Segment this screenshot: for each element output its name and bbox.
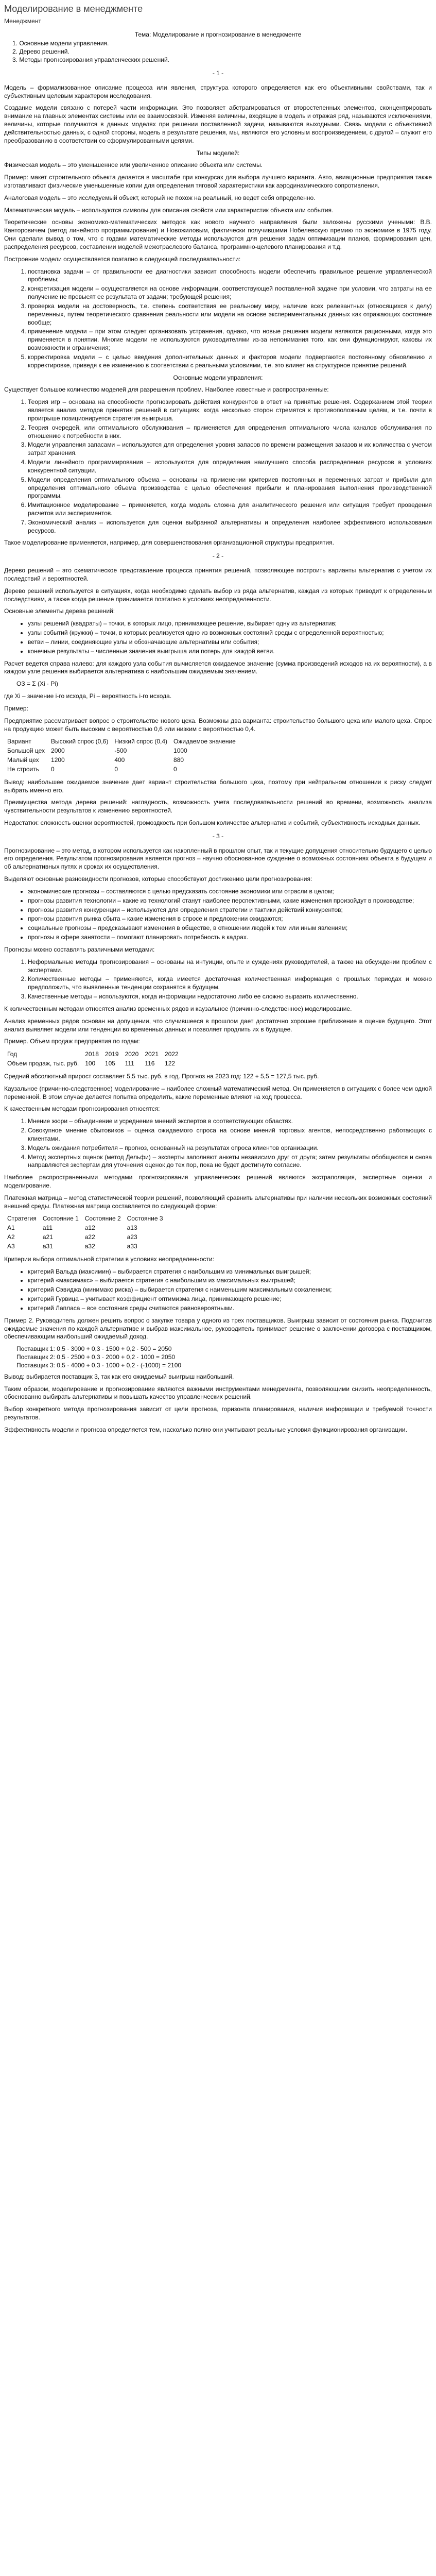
- section-1-mark: - 1 -: [212, 69, 224, 77]
- list-item: • ветви – линии, соединяющие узлы и обозначающие альтернативы или события;: [28, 638, 432, 647]
- payoff-matrix: [4, 1214, 166, 1251]
- list-item: 4. применение модели – при этом следует организовать устранения, однако, что новые решения модели являются рационными, когда это применяется в понятии. Многие модели не используются руководителями из-за непонимания того, как они функционируют, каковы их возможности и ограничения;: [28, 328, 432, 352]
- table-cell: 0: [51, 765, 55, 773]
- table-cell: 0: [114, 765, 118, 773]
- table-row: [4, 747, 239, 756]
- table-row: [4, 1059, 182, 1069]
- table-cell: Не строить: [7, 765, 39, 773]
- list-item: • прогнозы в сфере занятости – помогают планировать потребность в кадрах.: [28, 934, 432, 942]
- table-cell: 400: [114, 756, 125, 764]
- table-cell: a22: [84, 1233, 95, 1241]
- list-item: 4. Метод экспертных оценок (метод Дельфи) – эксперты заполняют анкеты независимо друг от друга; затем результаты обобщаются и снова направляются экспертам для уточнения оценок до тех пор, пока не будет достигнуто согласие.: [28, 1154, 432, 1170]
- list-item: 3. проверка модели на достоверность, т.е. степень соответствия ее реальному миру, наличие всех релевантных (относящихся к делу) переменных, путем теоретического сравнения реальности или модели на основе экспериментальных данных как отражающих состояние вообще;: [28, 302, 432, 327]
- list-item: 1. Неформальные методы прогнозирования – основаны на интуиции, опыте и суждениях руководителей, а также на обсуждении проблем с экспертами.: [28, 958, 432, 975]
- list-item: • узлы событий (кружки) – точки, в которых реализуется одно из возможных состояний среды с определенной вероятностью;: [28, 629, 432, 637]
- table-header-cell: 2020: [125, 1050, 139, 1058]
- table-header-row: [4, 1214, 166, 1224]
- paragraph: Дерево решений используется в ситуациях, когда необходимо сделать выбор из ряда альтернатив, каждая из которых приводит к определенным последствиям, а также когда решение принимается поэтапно в условиях неопределенности.: [4, 587, 432, 603]
- table-row: [4, 1233, 166, 1242]
- table-header-cell: Состояние 2: [84, 1215, 121, 1223]
- decision-table: [4, 737, 239, 774]
- list-item: • экономические прогнозы – составляются с целью предсказать состояние экономики или отрасли в целом;: [28, 888, 432, 896]
- criteria-list: [4, 1268, 432, 1313]
- example-title: Пример. Объем продаж предприятия по годам:: [4, 1038, 140, 1045]
- table-cell: 111: [125, 1060, 134, 1067]
- list-item: • критерий Сэвиджа (минимакс риска) – выбирается стратегия с наименьшим максимальным сожалением;: [28, 1286, 432, 1294]
- list-item: 5. корректировка модели – с целью введения дополнительных данных и факторов модели подвергаются постоянному обновлению и корректировке, приведя к ее изменению в соответствии с реальными условиями, т.е. это влияет на структурное принятие решений.: [28, 353, 432, 370]
- paragraph: Преимущества метода дерева решений: наглядность, возможность учета последовательности решений во времени, возможность анализа чувствительности результатов к изменению вероятностей.: [4, 799, 432, 815]
- list-item: • конечные результаты – численные значения выигрыша или потерь для каждой ветви.: [28, 648, 432, 656]
- table-cell: a32: [84, 1242, 95, 1250]
- toc-item: 2. Дерево решений.: [12, 48, 69, 56]
- forecast-methods-list: [4, 958, 432, 1001]
- table-cell: -500: [114, 747, 127, 755]
- table-cell: 1000: [173, 747, 187, 755]
- list-item: 1. Теория игр – основана на способности прогнозировать действия конкурентов в ответ на принятые решения. Содержанием этой теории является анализ методов принятия решений в ситуациях, когда несколько сторон стремятся к противоположным целям, и т.е. почти в проигрыше позиционируется стратегия выигрыша.: [28, 398, 432, 422]
- table-cell: a31: [42, 1242, 53, 1250]
- table-header-row: [4, 737, 239, 747]
- paragraph: Аналоговая модель – это исследуемый объект, который не похож на реальный, но ведет себя определенно.: [4, 194, 316, 201]
- paragraph: Математическая модель – используются символы для описания свойств или характеристик объекта или события.: [4, 206, 334, 214]
- table-cell: 0: [173, 765, 177, 773]
- paragraph: Вывод: наибольшее ожидаемое значение дает вариант строительства большого цеха, поэтому при нейтральном отношении к риску следует выбрать именно его.: [4, 778, 432, 794]
- sales-series-table: [4, 1050, 182, 1069]
- list-item: • узлы решений (квадраты) – точки, в которых лицо, принимающее решение, выбирает одну из альтернатив;: [28, 620, 432, 628]
- section-3-mark: - 3 -: [212, 832, 224, 840]
- list-item: 5. Модели определения оптимального объема – основаны на применении критериев постоянных и переменных затрат и прибыли для определения оптимального объема производства с целью обеспечения прибыли и планирования выполнения производственной программы.: [28, 476, 432, 500]
- list-item: • прогнозы развития технологии – какие из технологий станут наиболее перспективными, какие изменения произойдут в производстве;: [28, 897, 432, 905]
- table-cell: 2000: [51, 747, 65, 755]
- heading-basic-models: Основные модели управления:: [173, 374, 263, 381]
- expected-value-formula: ОЗ = Σ (Xi · Pi): [16, 680, 59, 688]
- paragraph: Критерии выбора оптимальной стратегии в условиях неопределенности:: [4, 1255, 214, 1263]
- paragraph: Прогнозирование – это метод, в котором используется как накопленный в прошлом опыт, так и текущие допущения относительно будущего с целью его определения. Результатом прогнозирования является прогноз – научно обоснованное суждение о возможных состояниях объекта в будущем и об альтернативных путях и сроках их осуществления.: [4, 846, 432, 871]
- paragraph: Физическая модель – это уменьшенное или увеличенное описание объекта или системы.: [4, 161, 263, 169]
- paragraph: Построение модели осуществляется поэтапно в следующей последовательности:: [4, 255, 241, 263]
- paragraph: Выбор конкретного метода прогнозирования зависит от цели прогноза, горизонта планирования, наличия информации и требуемой точности результатов.: [4, 1405, 432, 1421]
- table-cell: Малый цех: [7, 756, 39, 764]
- paragraph: Теоретические основы экономико-математических методов как нового научного направления были заложены русскими учеными: В.В. Канторовичем (метод линейного программирования) и Новожиловым, фактически получившими Нобелевскую премию по экономике в 1975 году. Они сделали вывод о том, что с годами математические методы используются для решения задач оптимизации планов, формирования цен, распределения ресурсов, составлении моделей межотраслевого баланса, программно-целевого планирования и т.д.: [4, 218, 432, 250]
- table-cell: a12: [84, 1224, 95, 1232]
- paragraph: К количественным методам относятся анализ временных рядов и каузальное (причинно-следственное) моделирование.: [4, 1005, 352, 1012]
- paragraph: Существует большое количество моделей для разрешения проблем. Наиболее известные и распространенные:: [4, 386, 329, 394]
- paragraph: Вывод: выбирается поставщик 3, так как его ожидаемый выигрыш наибольший.: [4, 1372, 234, 1380]
- table-row: [4, 765, 239, 774]
- paragraph: Анализ временных рядов основан на допущении, что случившееся в прошлом дает достаточно хорошее приближение в оценке будущего. Этот анализ выявляет модели или тенденции во временных данных и позволяет продлить их в будущее.: [4, 1017, 432, 1033]
- list-item: 7. Экономический анализ – используется для оценки выбранной альтернативы и определения наиболее эффективного использования ресурсов.: [28, 519, 432, 535]
- paragraph: Основные элементы дерева решений:: [4, 607, 115, 615]
- qualitative-methods-list: [4, 1117, 432, 1170]
- calculation-line: Поставщик 1: 0,5 · 3000 + 0,3 · 1500 + 0,2 · 500 = 2050: [16, 1345, 172, 1353]
- list-item: • критерий Лапласа – все состояния среды считаются равновероятными.: [28, 1304, 432, 1313]
- closing-paragraph: Эффективность модели и прогноза определяется тем, насколько полно они учитывают реальные условия функционирования организации.: [4, 1426, 407, 1433]
- table-cell: 122: [165, 1060, 176, 1067]
- list-item: 3. Модель ожидания потребителя – прогноз, основанный на результатах опроса клиентов организации.: [28, 1144, 432, 1153]
- list-item: • критерий «максимакс» – выбирается стратегия с наибольшим из максимальных выигрышей;: [28, 1277, 432, 1285]
- table-cell: 1200: [51, 756, 65, 764]
- list-item: • критерий Гурвица – учитывает коэффициент оптимизма лица, принимающего решение;: [28, 1295, 432, 1303]
- paragraph: Прогнозы можно составлять различными методами:: [4, 945, 155, 953]
- table-row: [4, 1242, 166, 1251]
- paragraph: Выделяют основные разновидности прогнозов, которые способствуют достижению цели прогнозирования:: [4, 875, 312, 883]
- list-item: 2. Количественные методы – применяются, когда имеется достаточная количественная информация о прошлых периодах и можно предположить, что выявленные тенденции сохранятся в будущем.: [28, 975, 432, 992]
- table-header-cell: Высокий спрос (0,6): [51, 738, 109, 745]
- paragraph: Расчет ведется справа налево: для каждого узла события вычисляется ожидаемое значение (сумма произведений исходов на их вероятности), а в каждом узле решения выбирается альтернатива с наибольшим ожидаемым значением.: [4, 659, 432, 675]
- table-header-cell: 2021: [145, 1050, 159, 1058]
- paragraph: Таким образом, моделирование и прогнозирование являются важными инструментами менеджмента, позволяющими снизить неопределенность, обоснованно выбирать альтернативы и повышать качество управленческих решений.: [4, 1385, 432, 1401]
- list-item: 6. Имитационное моделирование – применяется, когда модель сложна для аналитического решения или ситуация требует проведения расчетов или экспериментов.: [28, 501, 432, 518]
- paragraph: Модель – формализованное описание процесса или явления, структура которого определяется как его объективными свойствами, так и субъективным целевым характером исследования.: [4, 83, 432, 99]
- page-title: Моделирование в менеджменте: [4, 4, 143, 14]
- paragraph: Пример 2. Руководитель должен решить вопрос о закупке товара у одного из трех поставщиков. Выигрыш зависит от состояния рынка. Подсчитав ожидаемые значения по каждой альтернативе и выбрав максимальное, руководитель принимает решение о заключении договора с поставщиком, обеспечивающим наибольший ожидаемый доход.: [4, 1316, 432, 1341]
- list-item: 4. Модели линейного программирования – используются для определения наилучшего способа распределения ресурсов в условиях конкурентной ситуации.: [28, 459, 432, 475]
- table-cell: 105: [104, 1060, 115, 1067]
- table-header-cell: Низкий спрос (0,4): [114, 738, 168, 745]
- table-row: [4, 756, 239, 765]
- paragraph: Средний абсолютный прирост составляет 5,5 тыс. руб. в год. Прогноз на 2023 год: 122 + 5,5 = 127,5 тыс. руб.: [4, 1072, 319, 1080]
- list-item: • прогнозы развития конкуренции – используются для определения стратегии и тактики действий конкурентов;: [28, 906, 432, 914]
- paragraph: Каузальное (причинно-следственное) моделирование – наиболее сложный математический метод. Он применяется в ситуациях с более чем одной переменной. В этом случае делается попытка определить, какие переменные влияют на ход процесса.: [4, 1084, 432, 1100]
- calculation-block: [4, 1345, 432, 1369]
- section-2-mark: - 2 -: [212, 552, 224, 560]
- list-item: • прогнозы развития рынка сбыта – какие изменения в спросе и предложении ожидаются;: [28, 915, 432, 923]
- table-cell: 100: [85, 1060, 96, 1067]
- table-header-cell: Состояние 1: [42, 1215, 79, 1223]
- table-header-row: [4, 1050, 182, 1059]
- paragraph: Создание модели связано с потерей части информации. Это позволяет абстрагироваться от второстепенных элементов, сконцентрировать внимание на главных элементах системы или ее взаимосвязей. Изменяя величины, входящие в модель и отражая ряд, называются исключениями, величины, которые получаются в данных моделях при решении поставленной задачи, называются выходными. Связь модели с объективной действительностью данных, с одной стороны, модель в результате решения, мы, являются его условным воспроизведением, с другой – служит его преобразованию в соответствии со сформулированными целями.: [4, 104, 432, 144]
- table-cell: Объем продаж, тыс. руб.: [7, 1060, 79, 1067]
- table-of-contents: [4, 31, 432, 64]
- paragraph: Дерево решений – это схематическое представление процесса принятия решений, позволяющее построить варианты альтернатив с учетом их последствий и вероятностей.: [4, 567, 432, 582]
- table-header-cell: 2018: [85, 1050, 99, 1058]
- table-cell: A3: [7, 1242, 15, 1250]
- toc-item: 3. Методы прогнозирования управленческих решений.: [12, 56, 169, 64]
- example-title: Пример:: [4, 704, 28, 712]
- list-item: 2. конкретизация модели – осуществляется на основе информации, соответствующей поставленной задаче при условии, что затраты на ее получение не превысят ее результата от задачи; требующей решения;: [28, 285, 432, 301]
- table-cell: A1: [7, 1224, 15, 1232]
- table-cell: 116: [145, 1060, 155, 1067]
- modeling-steps-list: [4, 268, 432, 370]
- tree-elements-list: [4, 620, 432, 655]
- table-cell: a11: [42, 1224, 53, 1232]
- table-cell: a13: [127, 1224, 137, 1232]
- table-header-cell: Ожидаемое значение: [173, 738, 236, 745]
- paragraph: Наиболее распространенными методами прогнозирования управленческих решений являются экстраполяция, экспертные оценки и моделирование.: [4, 1174, 432, 1189]
- paragraph: Такое моделирование применяется, например, для совершенствования организационной структуры предприятия.: [4, 539, 334, 547]
- calculation-line: Поставщик 2: 0,5 · 2500 + 0,3 · 2000 + 0,2 · 1000 = 2050: [16, 1353, 176, 1361]
- list-item: 2. Теория очередей, или оптимального обслуживания – применяется для определения оптимального числа каналов обслуживания по отношению к потребности в них.: [28, 424, 432, 440]
- table-header-cell: Состояние 3: [127, 1215, 163, 1223]
- paragraph: Пример: макет строительного объекта делается в масштабе при конкурсах для выбора лучшего варианта. Авто, авиационные предприятия также изготавливают физические уменьшенные копии для определения тяговой характеристики как аэродинамического сопротивления.: [4, 174, 432, 189]
- toc-item: 1. Основные модели управления.: [12, 40, 109, 47]
- table-header-cell: Год: [7, 1050, 18, 1058]
- paragraph: Предприятие рассматривает вопрос о строительстве нового цеха. Возможны два варианта: строительство большого цеха или малого цеха. Спрос на продукцию может быть высоким с вероятностью 0,6 или низким с вероятностью 0,4.: [4, 717, 432, 733]
- table-cell: Большой цех: [7, 747, 45, 755]
- list-item: 1. постановка задачи – от правильности ее диагностики зависит способность модели обеспечить правильное решение управленческой проблемы;: [28, 268, 432, 284]
- list-item: • критерий Вальда (максимин) – выбирается стратегия с наибольшим из минимальных выигрышей;: [28, 1268, 432, 1276]
- calculation-line: Поставщик 3: 0,5 · 4000 + 0,3 · 1000 + 0,2 · (-1000) = 2100: [16, 1361, 182, 1369]
- list-item: 2. Совокупное мнение сбытовиков – оценка ожидаемого спроса на основе мнений торговых агентов, непосредственно работающих с клиентами.: [28, 1127, 432, 1143]
- table-cell: A2: [7, 1233, 15, 1241]
- table-header-cell: Стратегия: [7, 1215, 37, 1223]
- table-row: [4, 1224, 166, 1233]
- paragraph: К качественным методам прогнозирования относятся:: [4, 1105, 160, 1113]
- toc-title: Тема: Моделирование и прогнозирование в менеджменте: [134, 30, 302, 38]
- table-cell: 880: [173, 756, 184, 764]
- paragraph: Недостатки: сложность оценки вероятностей, громоздкость при большом количестве альтернатив и событий, субъективность исходных данных.: [4, 819, 421, 826]
- table-header-cell: 2022: [165, 1050, 179, 1058]
- paragraph: Платежная матрица – метод статистической теории решений, позволяющий сравнить альтернативы при наличии нескольких возможных состояний внешней среды. Платежная матрица составляется по следующей форме:: [4, 1194, 432, 1210]
- heading-model-types: Типы моделей:: [196, 149, 240, 157]
- list-item: 3. Модели управления запасами – используются для определения уровня запасов по времени размещения заказов и их количества с учетом затрат хранения.: [28, 441, 432, 457]
- table-header-cell: 2019: [104, 1050, 119, 1058]
- table-cell: a33: [127, 1242, 137, 1250]
- table-cell: a23: [127, 1233, 137, 1241]
- table-header-cell: Вариант: [7, 738, 31, 745]
- list-item: 1. Мнение жюри – объединение и усреднение мнений экспертов в соответствующих областях.: [28, 1117, 432, 1126]
- list-item: • социальные прогнозы – предсказывают изменения в обществе, в отношении людей к тем или иным явлениям;: [28, 924, 432, 933]
- formula-note: где Xi – значение i-го исхода, Pi – вероятность i-го исхода.: [4, 692, 172, 700]
- models-list: [4, 398, 432, 535]
- subtitle: Менеджмент: [4, 17, 41, 25]
- forecast-kinds-list: [4, 888, 432, 942]
- table-cell: a21: [42, 1233, 53, 1241]
- list-item: 3. Качественные методы – используются, когда информации недостаточно либо ее сложно выразить количественно.: [28, 993, 432, 1001]
